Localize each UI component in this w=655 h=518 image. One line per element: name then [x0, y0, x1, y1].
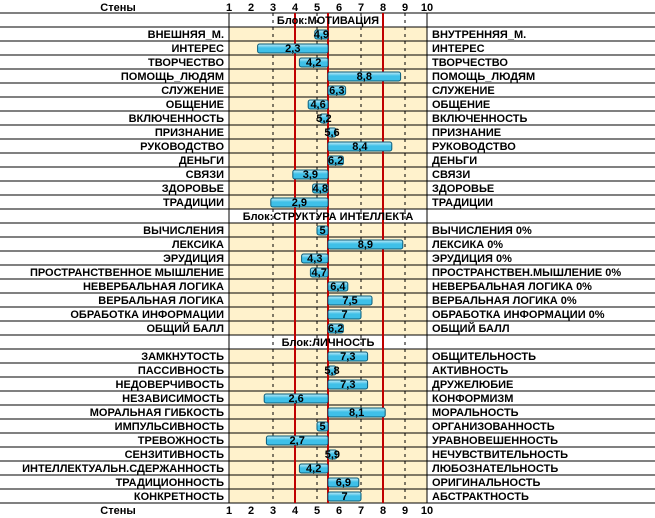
- row-label-left: РУКОВОДСТВО: [140, 141, 224, 153]
- row-label-right: ОБЩИЙ БАЛЛ: [432, 323, 510, 335]
- data-label: 4,2: [306, 463, 322, 475]
- row-label-left: ЭРУДИЦИЯ: [163, 253, 224, 265]
- row-label-right: МОРАЛЬНОСТЬ: [432, 407, 519, 419]
- row-label-left: ЗДОРОВЬЕ: [161, 183, 224, 195]
- row-label-left: ИНТЕРЕС: [171, 43, 224, 55]
- row-label-right: ВЫЧИСЛЕНИЯ 0%: [432, 225, 532, 237]
- row-label-left: СЕНЗИТИВНОСТЬ: [124, 449, 224, 461]
- row-label-left: ОБРАБОТКА ИНФОРМАЦИИ: [70, 309, 224, 321]
- data-label: 3,9: [302, 169, 319, 181]
- data-label: 5,9: [324, 449, 341, 461]
- data-label: 8,9: [357, 239, 374, 251]
- row-label-left: ИНТЕЛЛЕКТУАЛЬН.СДЕРЖАННОСТЬ: [22, 463, 224, 475]
- data-label: 5: [319, 421, 326, 433]
- data-label: 7: [341, 309, 348, 321]
- x-tick-label: 3: [269, 2, 277, 14]
- data-label: 5,2: [316, 113, 332, 125]
- row-label-left: КОНКРЕТНОСТЬ: [133, 491, 224, 503]
- data-label: 8,1: [348, 407, 365, 419]
- data-label: 7,3: [340, 351, 356, 363]
- row-label-left: ВНЕШНЯЯ_М.: [147, 29, 224, 41]
- row-label-left: СЛУЖЕНИЕ: [161, 85, 224, 97]
- row-label-right: ЗДОРОВЬЕ: [432, 183, 495, 195]
- data-label: 6,2: [328, 155, 344, 167]
- x-tick-label: 7: [357, 2, 365, 14]
- row-label-right: АКТИВНОСТЬ: [432, 365, 509, 377]
- x-tick-label: 8: [379, 505, 387, 517]
- data-label: 8,4: [352, 141, 368, 153]
- row-label-right: ЛЕКСИКА 0%: [432, 239, 504, 251]
- x-tick-label: 9: [401, 2, 409, 14]
- block-title: Блок:ЛИЧНОСТЬ: [281, 337, 375, 349]
- data-label: 5: [319, 225, 326, 237]
- row-label-right: ТРАДИЦИИ: [432, 197, 494, 209]
- row-label-left: ИМПУЛЬСИВНОСТЬ: [114, 421, 224, 433]
- row-label-left: ТРАДИЦИОННОСТЬ: [115, 477, 224, 489]
- row-label-right: РУКОВОДСТВО: [432, 141, 516, 153]
- row-label-left: ПРИЗНАНИЕ: [154, 127, 224, 139]
- row-label-right: ОБЩИТЕЛЬНОСТЬ: [432, 351, 537, 363]
- row-label-right: УРАВНОВЕШЕННОСТЬ: [432, 435, 559, 447]
- data-label: 6,2: [328, 323, 344, 335]
- row-label-right: СЛУЖЕНИЕ: [432, 85, 495, 97]
- row-label-right: НЕЧУВСТВИТЕЛЬНОСТЬ: [432, 449, 569, 461]
- x-tick-label: 1: [225, 2, 233, 14]
- x-tick-label: 5: [313, 505, 321, 517]
- x-tick-label: 9: [401, 505, 409, 517]
- data-label: 6,3: [329, 85, 345, 97]
- data-label: 4,7: [311, 267, 327, 279]
- row-label-left: СВЯЗИ: [185, 169, 224, 181]
- data-label: 2,3: [285, 43, 301, 55]
- row-label-right: ПРИЗНАНИЕ: [432, 127, 502, 139]
- row-label-right: ЭРУДИЦИЯ 0%: [432, 253, 512, 265]
- row-label-right: ТВОРЧЕСТВО: [432, 57, 508, 69]
- x-tick-label: 4: [291, 505, 299, 517]
- data-label: 4,3: [307, 253, 323, 265]
- row-label-left: ПРОСТРАНСТВЕННОЕ МЫШЛЕНИЕ: [29, 267, 224, 279]
- row-label-right: ВЕРБАЛЬНАЯ ЛОГИКА 0%: [432, 295, 577, 307]
- x-tick-label: 10: [420, 2, 434, 14]
- data-label: 4,9: [313, 29, 330, 41]
- data-label: 4,2: [306, 57, 322, 69]
- row-label-left: ДЕНЬГИ: [178, 155, 224, 167]
- axis-title-bottom: Стены: [100, 505, 136, 517]
- row-label-left: НЕВЕРБАЛЬНАЯ ЛОГИКА: [82, 281, 224, 293]
- row-label-right: ДЕНЬГИ: [432, 155, 478, 167]
- row-label-right: ИНТЕРЕС: [432, 43, 485, 55]
- row-label-left: ПАССИВНОСТЬ: [137, 365, 224, 377]
- row-label-right: СВЯЗИ: [432, 169, 471, 181]
- row-label-right: ОРИГИНАЛЬНОСТЬ: [432, 477, 541, 489]
- row-label-left: ВЕРБАЛЬНАЯ ЛОГИКА: [98, 295, 224, 307]
- data-label: 5,6: [324, 127, 340, 139]
- row-label-right: ОБРАБОТКА ИНФОРМАЦИИ 0%: [432, 309, 605, 321]
- data-label: 6,4: [330, 281, 346, 293]
- row-label-left: НЕДОВЕРЧИВОСТЬ: [115, 379, 224, 391]
- data-label: 2,6: [288, 393, 304, 405]
- row-label-right: ВНУТРЕННЯЯ_М.: [432, 29, 527, 41]
- x-tick-label: 8: [379, 2, 387, 14]
- row-label-left: ОБЩИЙ БАЛЛ: [146, 323, 224, 335]
- row-label-left: ОБЩЕНИЕ: [165, 99, 224, 111]
- row-label-left: МОРАЛЬНАЯ ГИБКОСТЬ: [89, 407, 224, 419]
- data-label: 7: [341, 491, 348, 503]
- row-label-left: ТРАДИЦИИ: [162, 197, 224, 209]
- data-label: 2,9: [291, 197, 308, 209]
- x-tick-label: 6: [335, 505, 343, 517]
- x-tick-label: 5: [313, 2, 321, 14]
- data-label: 7,3: [340, 379, 356, 391]
- data-label: 4,8: [312, 183, 328, 195]
- row-label-left: ЛЕКСИКА: [171, 239, 224, 251]
- row-label-right: ВКЛЮЧЕННОСТЬ: [432, 113, 528, 125]
- data-label: 7,5: [342, 295, 358, 307]
- row-label-right: ОБЩЕНИЕ: [432, 99, 491, 111]
- row-label-right: ПРОСТРАНСТВЕН.МЫШЛЕНИЕ 0%: [432, 267, 622, 279]
- row-label-right: ОРГАНИЗОВАННОСТЬ: [432, 421, 555, 433]
- row-label-left: ВКЛЮЧЕННОСТЬ: [128, 113, 224, 125]
- row-label-right: НЕВЕРБАЛЬНАЯ ЛОГИКА 0%: [432, 281, 592, 293]
- data-label: 4,6: [310, 99, 326, 111]
- data-label: 5,8: [324, 365, 340, 377]
- x-tick-label: 6: [335, 2, 343, 14]
- x-tick-label: 2: [247, 505, 255, 517]
- row-label-left: ПОМОЩЬ_ЛЮДЯМ: [120, 71, 224, 83]
- data-label: 2,7: [289, 435, 305, 447]
- row-label-right: АБСТРАКТНОСТЬ: [432, 491, 529, 503]
- data-label: 8,8: [356, 71, 372, 83]
- row-label-right: ПОМОЩЬ_ЛЮДЯМ: [432, 71, 536, 83]
- row-label-left: ТВОРЧЕСТВО: [148, 57, 224, 69]
- axis-title-top: Стены: [100, 2, 136, 14]
- row-label-left: НЕЗАВИСИМОСТЬ: [122, 393, 224, 405]
- row-label-right: ДРУЖЕЛЮБИЕ: [432, 379, 514, 391]
- x-tick-label: 2: [247, 2, 255, 14]
- row-label-left: ЗАМКНУТОСТЬ: [141, 351, 224, 363]
- data-label: 6,9: [335, 477, 352, 489]
- x-tick-label: 7: [357, 505, 365, 517]
- block-title: Блок:СТРУКТУРА ИНТЕЛЛЕКТА: [242, 211, 414, 223]
- row-label-right: ЛЮБОЗНАТЕЛЬНОСТЬ: [432, 463, 559, 475]
- x-tick-label: 1: [225, 505, 233, 517]
- x-tick-label: 3: [269, 505, 277, 517]
- row-label-left: ВЫЧИСЛЕНИЯ: [143, 225, 224, 237]
- row-label-left: ТРЕВОЖНОСТЬ: [137, 435, 224, 447]
- x-tick-label: 4: [291, 2, 299, 14]
- row-label-right: КОНФОРМИЗМ: [432, 393, 514, 405]
- x-tick-label: 10: [420, 505, 434, 517]
- block-title: Блок:МОТИВАЦИЯ: [276, 15, 380, 27]
